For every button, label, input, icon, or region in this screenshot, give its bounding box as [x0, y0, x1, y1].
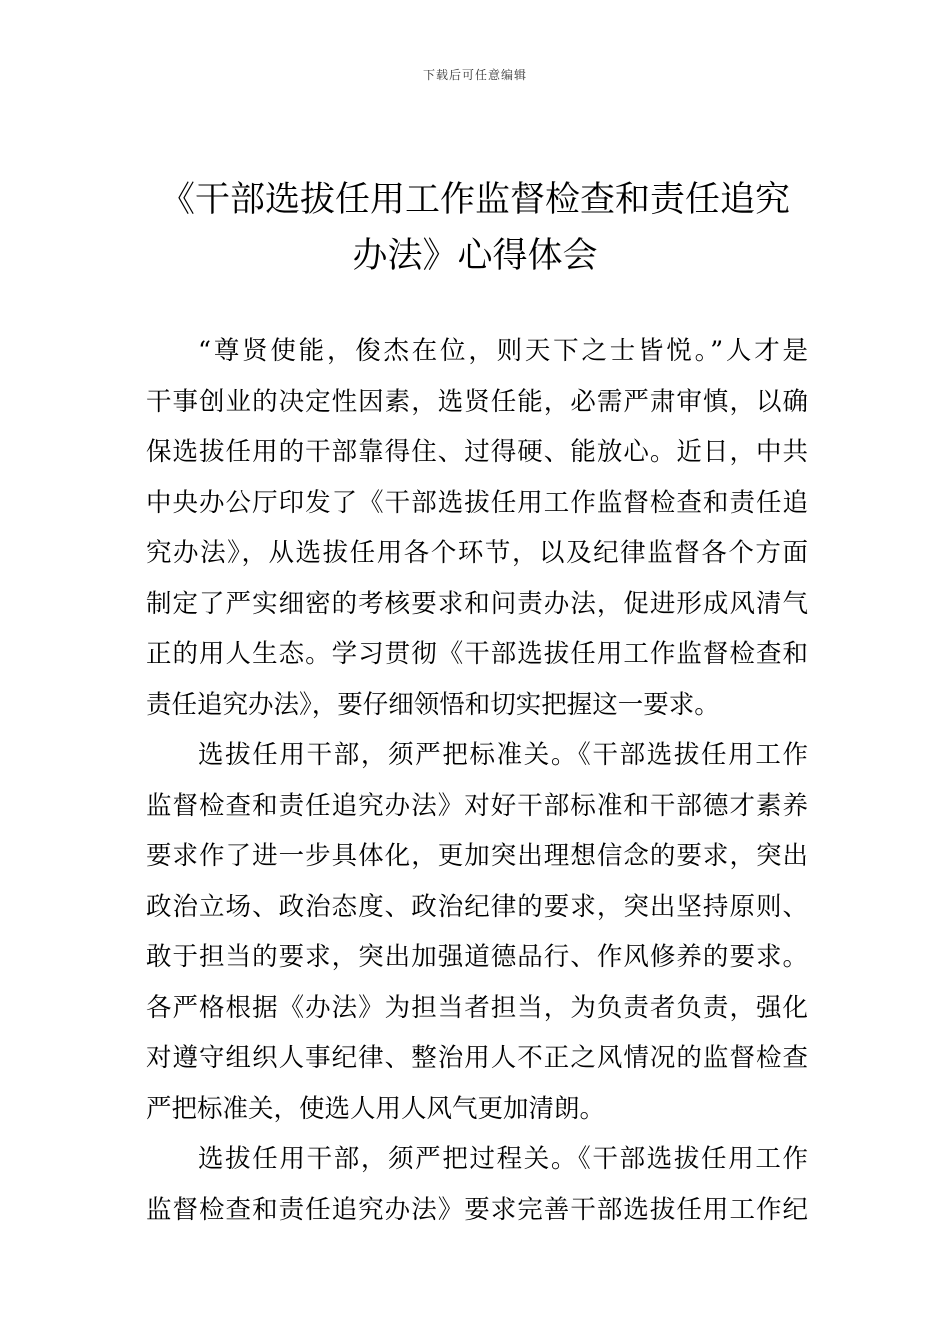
- paragraph-1-line-5: 究办法》，从选拔任用各个环节，以及纪律监督各个方面: [146, 538, 808, 568]
- title-line-1: 《干部选拔任用工作监督检查和责任追究: [159, 180, 790, 220]
- paragraph-1-line-8: 责任追究办法》，要仔细领悟和切实把握这一要求。: [146, 689, 720, 720]
- paragraph-3-line-2: 监督检查和责任追究办法》要求完善干部选拔任用工作纪: [146, 1194, 808, 1225]
- header-note: 下载后可任意编辑: [422, 68, 527, 82]
- document-body: [146, 326, 808, 1235]
- paragraph-2-line-5: 敢于担当的要求，突出加强道德品行、作风修养的要求。: [146, 942, 808, 972]
- paragraph-2-line-3: 要求作了进一步具体化，更加突出理想信念的要求，突出: [146, 841, 808, 871]
- paragraph-2-line-8: 严把标准关，使选人用人风气更加清朗。: [146, 1093, 606, 1124]
- paragraph-2-line-7: 对遵守组织人事纪律、整治用人不正之风情况的监督检查: [146, 1043, 808, 1073]
- paragraph-1-line-3: 保选拔任用的干部靠得住、过得硬、能放心。近日，中共: [146, 437, 808, 467]
- paragraph-1-line-1: “尊贤使能，俊杰在位，则天下之士皆悦。”人才是: [198, 336, 808, 366]
- paragraph-1-line-2: 干事创业的决定性因素，选贤任能，必需严肃审慎，以确: [146, 386, 808, 417]
- title-line-2: 办法》心得体会: [352, 236, 598, 276]
- paragraph-1-line-6: 制定了严实细密的考核要求和问责办法，促进形成风清气: [146, 588, 808, 619]
- paragraph-3-line-1: 选拔任用干部，须严把过程关。《干部选拔任用工作: [198, 1144, 808, 1174]
- paragraph-1-line-7: 正的用人生态。学习贯彻《干部选拔任用工作监督检查和: [146, 639, 808, 669]
- paragraph-2-line-2: 监督检查和责任追究办法》对好干部标准和干部德才素养: [146, 790, 808, 821]
- paragraph-1-line-4: 中央办公厅印发了《干部选拔任用工作监督检查和责任追: [146, 487, 808, 518]
- paragraph-2-line-4: 政治立场、政治态度、政治纪律的要求，突出坚持原则、: [146, 891, 808, 922]
- paragraph-2-line-1: 选拔任用干部，须严把标准关。《干部选拔任用工作: [198, 740, 808, 770]
- document-title: [140, 172, 810, 284]
- paragraph-2-line-6: 各严格根据《办法》为担当者担当，为负责者负责，强化: [146, 992, 808, 1023]
